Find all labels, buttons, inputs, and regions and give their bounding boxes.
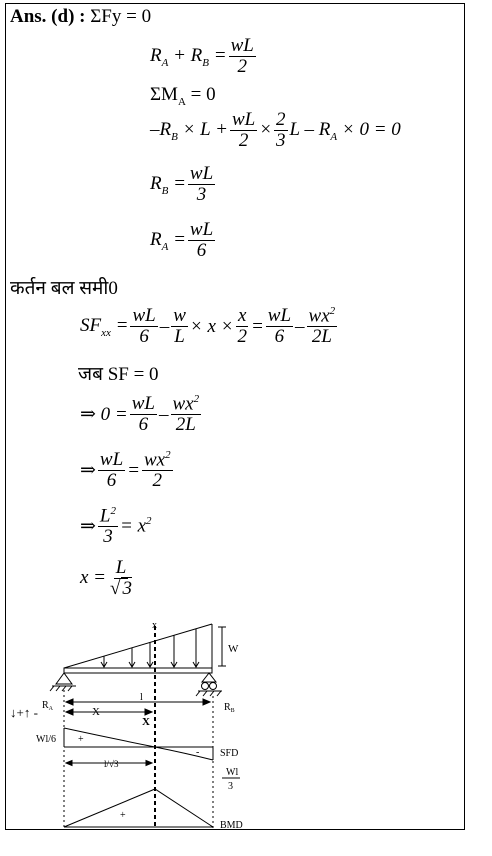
equation-equal-terms: ⇒ $\frac{wL}{6}$ = $\frac{wx^2}{2}$ bbox=[80, 449, 171, 492]
answer-prefix: Ans. (d) : bbox=[10, 6, 86, 27]
pin-support-left bbox=[50, 673, 76, 691]
load-magnitude-marker bbox=[218, 627, 226, 666]
sign-convention-label: ↓+↑ - bbox=[10, 705, 38, 720]
beam bbox=[64, 668, 212, 673]
span-label-l: l bbox=[140, 692, 143, 703]
fraction-numerator: wL bbox=[189, 163, 214, 184]
sum-moment-equation: $\Sigma M_A = 0$ bbox=[150, 84, 216, 108]
fraction-numerator: wL bbox=[230, 35, 254, 56]
sfd-value-wl6: Wl/6 bbox=[36, 734, 56, 745]
sfd-plus-sign: + bbox=[78, 734, 84, 745]
condition-sf-zero: जब SF = 0 bbox=[78, 364, 159, 385]
distance-x-dimension bbox=[66, 709, 152, 715]
fraction-denominator: 2 bbox=[237, 55, 247, 77]
triangular-load bbox=[64, 624, 212, 668]
roller-support-right bbox=[196, 673, 222, 696]
equation-ra: $R_A$ = $\frac{wL}{6}$ bbox=[150, 219, 214, 261]
equation-l-squared: ⇒ $\frac{L^2}{3}$ = $x^2$ bbox=[80, 505, 152, 548]
section-label-x-mid: X bbox=[142, 716, 150, 728]
bending-moment-diagram bbox=[64, 789, 213, 827]
reaction-ra-label: $R_A$ bbox=[42, 700, 54, 712]
fraction-numerator: wL bbox=[189, 219, 214, 240]
hindi-heading: कर्तन बल समी0 bbox=[10, 278, 118, 299]
equation-zero-shear: ⇒ 0 = $\frac{wL}{6}$ – $\frac{wx^2}{2L}$ bbox=[80, 393, 200, 436]
equation-ra-plus-rb: $R_A + R_B$ = $\frac{wL}{2}$ bbox=[150, 35, 254, 77]
bmd-plus-sign: + bbox=[120, 810, 126, 821]
span-dimension bbox=[66, 699, 210, 705]
shear-force-equation: $SF_{xx}$ = $\frac{wL}{6}$ – $\frac{w}{L}$ × x × $\frac{x}{2}$ = $\frac{wL}{6}$ – $\frac{wx^2}{2L}$ bbox=[80, 305, 336, 348]
equation-x-result: x = $\frac{L}{√ 3}$ bbox=[80, 557, 132, 599]
equation-rb: $R_B$ = $\frac{wL}{3}$ bbox=[150, 163, 214, 205]
moment-balance-equation: $-R_B \times L$ + $\frac{wL}{2}$ × $\frac{2}{3}$ $L - R_A \times 0 = 0$ bbox=[150, 109, 401, 151]
sum-fy-equation: ΣFy = 0 bbox=[90, 6, 152, 27]
distance-label-x: X bbox=[92, 706, 100, 718]
load-label-w: W bbox=[228, 643, 239, 655]
reaction-rb-label: $R_B$ bbox=[224, 702, 235, 714]
bmd-label: BMD bbox=[220, 820, 243, 831]
fraction-denominator: 6 bbox=[196, 239, 207, 261]
sfd-minus-sign: - bbox=[196, 747, 200, 758]
section-label-x-top: x bbox=[152, 620, 157, 631]
sfd-label: SFD bbox=[220, 748, 239, 759]
sfd-value-wl3-denominator: 3 bbox=[228, 781, 233, 792]
zero-shear-distance-label: l/√3 bbox=[104, 759, 119, 769]
shear-force-diagram bbox=[64, 728, 213, 760]
sfd-value-wl3-numerator: Wl bbox=[226, 767, 239, 778]
fraction-denominator: 3 bbox=[196, 183, 207, 205]
